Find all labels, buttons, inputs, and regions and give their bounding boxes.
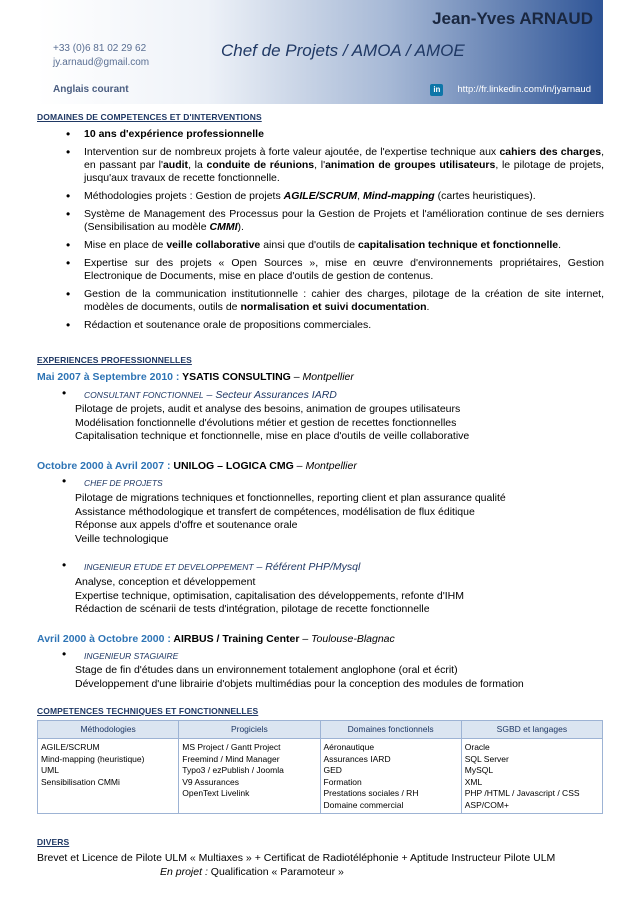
table-cell-software	[179, 739, 320, 814]
cell-item: Prestations sociales / RH	[323, 788, 419, 798]
contact-block	[53, 42, 149, 70]
role-label: CONSULTANT FONCTIONNEL	[84, 390, 204, 400]
job-line: Modélisation fonctionnelle d'évolutions métier et gestion de recettes fonctionnelles	[75, 416, 457, 429]
misc-text: Qualification « Paramoteur »	[207, 866, 344, 878]
job-line: Développement d'une librairie d'objets multimédias pour la conception des modules de formation	[75, 677, 524, 690]
role-extra: – Référent PHP/Mysql	[253, 561, 361, 573]
cell-item: Formation	[323, 776, 362, 787]
job-role-3	[64, 650, 178, 663]
cell-item: ASP/COM+	[464, 799, 509, 810]
list-item-text: 10 ans d'expérience professionnelle	[84, 128, 264, 140]
cell-item: Oracle	[464, 742, 490, 752]
language-level: Anglais courant	[53, 84, 129, 95]
linkedin-icon[interactable]: in	[430, 84, 443, 96]
table-header: Domaines fonctionnels	[320, 721, 461, 739]
table-row	[38, 739, 603, 814]
role-label: CHEF DE PROJETS	[84, 478, 163, 488]
text-part: CMMI	[209, 221, 238, 233]
text-part: , la	[188, 159, 207, 171]
job-company: AIRBUS / Training Center	[173, 633, 300, 645]
cell-item: Domaine commercial	[323, 799, 404, 810]
text-part: capitalisation technique et fonctionnelle	[358, 239, 559, 251]
text-part: , l'	[314, 159, 326, 171]
job-line: Stage de fin d'études dans un environnement totalement anglophone (oral et écrit)	[75, 664, 458, 676]
job-line: Réponse aux appels d'offre et soutenance orale	[75, 519, 298, 531]
domains-list	[64, 128, 604, 337]
table-header-row	[38, 721, 603, 739]
cell-item: UML	[41, 765, 59, 775]
misc-label: En projet :	[160, 866, 208, 878]
text-part: conduite de réunions	[206, 159, 315, 171]
job-separator: –	[299, 633, 312, 645]
job-company: YSATIS CONSULTING	[182, 371, 291, 383]
text-part: ,	[357, 190, 363, 202]
cell-item: Mind-mapping (heuristique)	[41, 753, 145, 764]
list-item: • Expertise sur des projets « Open Sources », mise en œuvre d'environnements propriétaires, Gestion Electronique de Documents, mise en place d'outils de gestion de contenus.	[64, 257, 604, 283]
text-part: cahiers des charges	[499, 146, 602, 158]
job-dates: Mai 2007 à Septembre 2010 :	[37, 371, 183, 383]
misc-line-1: Brevet et Licence de Pilote ULM « Multiaxes » + Certificat de Radiotéléphonie + Aptitude Instructeur Pilote ULM	[37, 852, 556, 864]
role-extra: – Secteur Assurances IARD	[203, 389, 337, 401]
text-part: , le pilotage de projets, jusqu'aux travaux de recette fonctionnelle.	[84, 159, 604, 184]
cell-item: MySQL	[464, 765, 494, 775]
text-part: Système de Management des Processus pour la Gestion de Projets et l'amélioration continue de ses derniers (Sensibilisation au modèle	[84, 208, 604, 233]
misc-line-2	[160, 866, 344, 879]
job-role-2b	[64, 561, 360, 574]
job-dates: Avril 2000 à Octobre 2000 :	[37, 633, 174, 645]
cell-item: OpenText Livelink	[182, 788, 250, 798]
job-line: Assistance méthodologique et transfert de compétences, modélisation de flux éditique	[75, 505, 475, 518]
job-lines-3	[75, 664, 524, 691]
table-cell-methodologies	[38, 739, 179, 814]
phone-number: +33 (0)6 81 02 29 62	[53, 43, 147, 54]
job-line: Expertise technique, optimisation, capitalisation des développements, refonte d'IHM	[75, 589, 464, 602]
linkedin-url[interactable]: http://fr.linkedin.com/in/jyarnaud	[457, 84, 591, 95]
section-title-domains: DOMAINES DE COMPETENCES ET D'INTERVENTIONS	[37, 112, 262, 122]
job-header-1	[37, 371, 354, 384]
text-part: ).	[237, 221, 244, 233]
table-cell-languages	[461, 739, 602, 814]
cell-item: V9 Assurances	[182, 776, 239, 787]
text-part: ainsi que d'outils de	[260, 239, 359, 251]
cell-item: Freemind / Mind Manager	[182, 753, 280, 764]
role-label: INGENIEUR STAGIAIRE	[84, 651, 179, 661]
job-line: Capitalisation technique et fonctionnelle, mise en place d'outils de veille collaborative	[75, 430, 470, 442]
job-header-2	[37, 460, 357, 473]
job-dates: Octobre 2000 à Avril 2007 :	[37, 460, 174, 472]
candidate-name: Jean-Yves ARNAUD	[432, 9, 593, 28]
table-header: SGBD et langages	[461, 721, 602, 739]
section-title-experience: EXPERIENCES PROFESSIONNELLES	[37, 355, 192, 365]
job-separator: –	[293, 460, 306, 472]
job-header-3	[37, 633, 395, 646]
text-part: (cartes heuristiques).	[434, 190, 536, 202]
linkedin-link[interactable]	[430, 83, 591, 96]
cell-item: SQL Server	[464, 753, 509, 764]
cell-item: AGILE/SCRUM	[41, 742, 100, 752]
list-item	[64, 239, 604, 252]
section-title-skills: COMPETENCES TECHNIQUES ET FONCTIONNELLES	[37, 706, 259, 716]
text-part: audit	[162, 159, 189, 171]
job-line: Rédaction de scénarii de tests d'intégration, pilotage de recette fonctionnelle	[75, 603, 430, 615]
cell-item: GED	[323, 765, 342, 775]
cv-header	[37, 0, 603, 104]
list-item	[64, 208, 604, 234]
text-part: normalisation et suivi documentation	[240, 301, 427, 313]
text-part: animation de groupes utilisateurs	[325, 159, 496, 171]
list-item	[64, 190, 604, 203]
skills-table	[37, 720, 603, 814]
text-part: .	[558, 239, 562, 251]
table-cell-domains	[320, 739, 461, 814]
job-separator: –	[290, 371, 303, 383]
job-role-1	[64, 389, 337, 402]
cell-item: MS Project / Gantt Project	[182, 742, 281, 752]
job-place: Toulouse-Blagnac	[311, 633, 395, 645]
text-part: Intervention sur de nombreux projets à forte valeur ajoutée, de l'expertise technique aux	[84, 146, 500, 158]
cell-item: XML	[464, 776, 483, 787]
cell-item: Aéronautique	[323, 742, 375, 752]
job-line: Analyse, conception et développement	[75, 576, 256, 588]
text-part: Gestion de la communication institutionnelle : cahier des charges, pilotage de la création de site internet, modèles de documents, outils de	[84, 288, 604, 313]
list-item	[64, 288, 604, 314]
section-title-misc: DIVERS	[37, 837, 70, 847]
job-line: Pilotage de projets, audit et analyse des besoins, animation de groupes utilisateurs	[75, 403, 461, 415]
job-place: Montpellier	[305, 460, 357, 472]
text-part: , en passant par l'	[84, 146, 604, 171]
table-header: Méthodologies	[38, 721, 179, 739]
text-part: veille collaborative	[166, 239, 261, 251]
job-lines-2a	[75, 492, 506, 546]
text-part: .	[426, 301, 430, 313]
role-label: INGENIEUR ETUDE ET DEVELOPPEMENT	[84, 562, 254, 572]
list-item	[64, 146, 604, 185]
job-line: Pilotage de migrations techniques et fonctionnelles, reporting client et plan assurance qualité	[75, 492, 506, 504]
job-role-2a	[64, 477, 163, 490]
table-header: Progiciels	[179, 721, 320, 739]
job-place: Montpellier	[302, 371, 354, 383]
cell-item: PHP /HTML / Javascript / CSS	[464, 788, 580, 798]
cell-item: Sensibilisation CMMi	[41, 776, 120, 787]
text-part: AGILE/SCRUM	[283, 190, 358, 202]
list-item	[64, 128, 604, 141]
job-company: UNILOG – LOGICA CMG	[173, 460, 294, 472]
job-lines-2b	[75, 576, 464, 617]
job-lines-1	[75, 403, 469, 444]
text-part: Mind-mapping	[362, 190, 435, 202]
cell-item: Typo3 / ezPublish / Joomla	[182, 765, 284, 775]
job-title: Chef de Projets / AMOA / AMOE	[221, 41, 465, 60]
list-item: • Rédaction et soutenance orale de propositions commerciales.	[64, 319, 604, 332]
cell-item: Assurances IARD	[323, 753, 391, 764]
text-part: Méthodologies projets : Gestion de projets	[84, 190, 284, 202]
text-part: Mise en place de	[84, 239, 167, 251]
email-address[interactable]: jy.arnaud@gmail.com	[53, 57, 150, 68]
job-line: Veille technologique	[75, 532, 169, 545]
